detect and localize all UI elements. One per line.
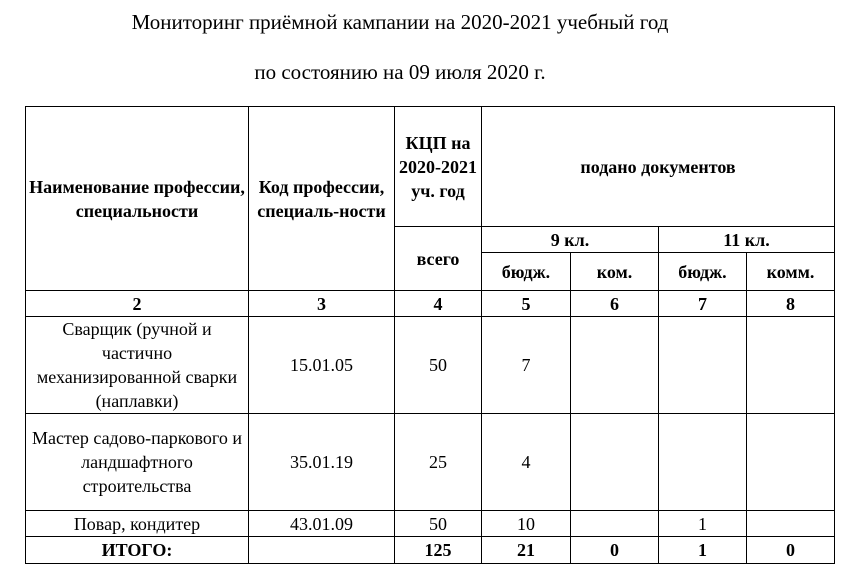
totals-row [26, 537, 835, 564]
column-number: 5 [482, 291, 571, 317]
row-commercial9 [571, 414, 659, 511]
totals-label: ИТОГО: [26, 537, 249, 564]
totals-budget9: 21 [482, 537, 571, 564]
header-submitted: подано документов [482, 107, 835, 227]
header-commercial11: комм. [747, 253, 835, 291]
row-kcp: 50 [395, 511, 482, 537]
row-commercial9 [571, 511, 659, 537]
row-code: 43.01.09 [249, 511, 395, 537]
column-number: 7 [659, 291, 747, 317]
row-commercial11 [747, 317, 835, 414]
header-budget9: бюдж. [482, 253, 571, 291]
row-code: 35.01.19 [249, 414, 395, 511]
document-title: Мониторинг приёмной кампании на 2020-2021 учебный год [131, 10, 669, 34]
column-number: 8 [747, 291, 835, 317]
totals-budget11: 1 [659, 537, 747, 564]
row-name: Сварщик (ручной и частично механизированной сварки (наплавки) [26, 317, 249, 414]
row-budget9: 10 [482, 511, 571, 537]
totals-code [249, 537, 395, 564]
header-code: Код профессии, специаль-ности [249, 107, 395, 291]
table-row [26, 511, 835, 537]
row-kcp: 25 [395, 414, 482, 511]
table-row [26, 414, 835, 511]
row-commercial11 [747, 414, 835, 511]
row-commercial11 [747, 511, 835, 537]
header-commercial9: ком. [571, 253, 659, 291]
column-number: 2 [26, 291, 249, 317]
totals-kcp: 125 [395, 537, 482, 564]
header-grade11: 11 кл. [659, 227, 835, 253]
header-name: Наименование профессии, специальности [26, 107, 249, 291]
header-grade9: 9 кл. [482, 227, 659, 253]
row-budget9: 7 [482, 317, 571, 414]
totals-commercial9: 0 [571, 537, 659, 564]
row-commercial9 [571, 317, 659, 414]
row-budget11 [659, 317, 747, 414]
table-row [26, 317, 835, 414]
row-budget11: 1 [659, 511, 747, 537]
header-budget11: бюдж. [659, 253, 747, 291]
column-number-row [26, 291, 835, 317]
row-name: Мастер садово-паркового и ландшафтного строительства [26, 414, 249, 511]
row-name: Повар, кондитер [26, 511, 249, 537]
document-subtitle: по состоянию на 09 июля 2020 г. [254, 60, 546, 84]
header-kcp: КЦП на 2020-2021 уч. год [395, 107, 482, 227]
column-number: 4 [395, 291, 482, 317]
row-code: 15.01.05 [249, 317, 395, 414]
row-budget11 [659, 414, 747, 511]
row-kcp: 50 [395, 317, 482, 414]
column-number: 3 [249, 291, 395, 317]
column-number: 6 [571, 291, 659, 317]
monitoring-table [25, 106, 835, 564]
row-budget9: 4 [482, 414, 571, 511]
header-total: всего [395, 227, 482, 291]
totals-commercial11: 0 [747, 537, 835, 564]
